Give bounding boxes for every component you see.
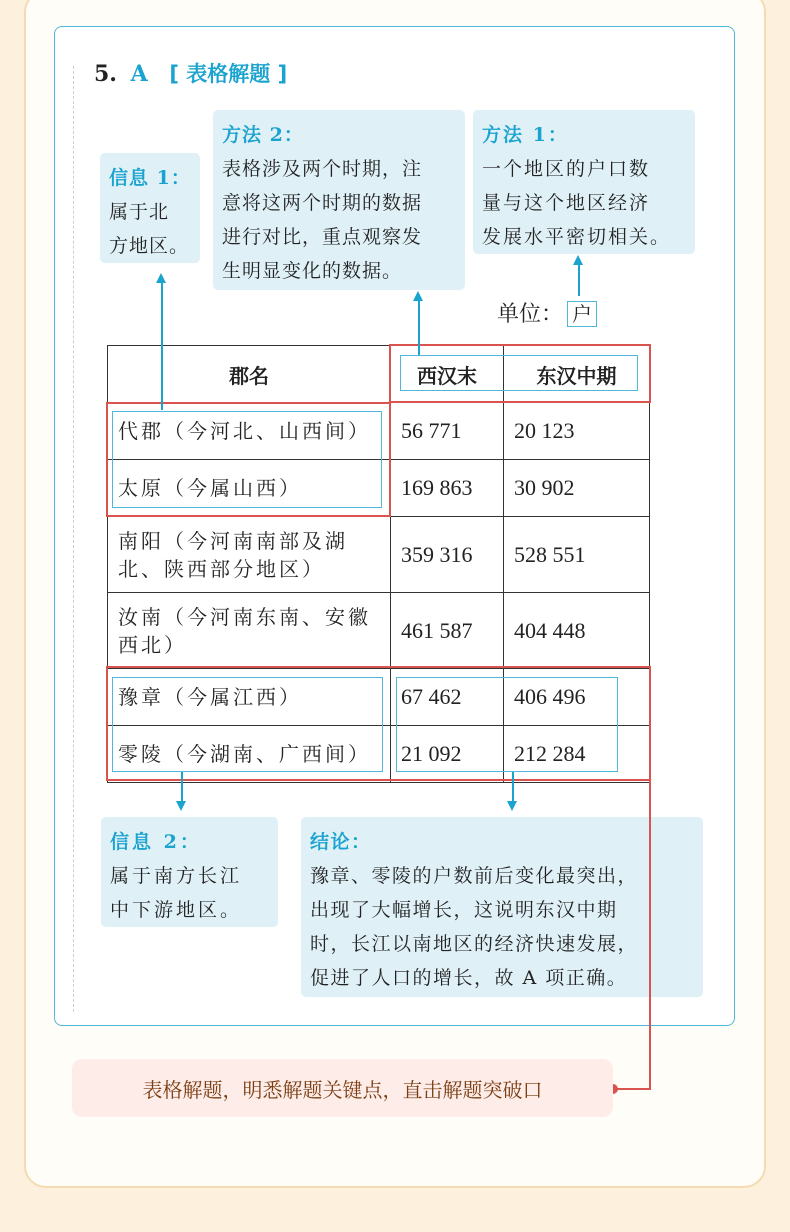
table-row bbox=[108, 726, 650, 783]
question-answer: A bbox=[130, 61, 148, 87]
header-commandery: 郡名 bbox=[108, 346, 391, 403]
table-row bbox=[108, 460, 650, 517]
row-name: 零陵（今湖南、广西间） bbox=[108, 726, 391, 783]
row-name: 南阳（今河南南部及湖北、陕西部分地区） bbox=[108, 517, 391, 593]
row-value-1: 169 863 bbox=[391, 460, 504, 517]
note-line: 发展水平密切相关。 bbox=[482, 226, 672, 248]
row-value-2: 404 448 bbox=[504, 593, 650, 669]
arrow-to-method2 bbox=[418, 300, 420, 355]
dashed-margin-line bbox=[73, 66, 74, 1012]
note-line: 意将这两个时期的数据 bbox=[222, 192, 423, 214]
row-value-1: 67 462 bbox=[391, 669, 504, 726]
row-value-2: 212 284 bbox=[504, 726, 650, 783]
row-value-1: 461 587 bbox=[391, 593, 504, 669]
row-name: 豫章（今属江西） bbox=[108, 669, 391, 726]
note-line: 属于北 bbox=[109, 201, 170, 223]
note-method-2 bbox=[213, 110, 465, 290]
row-value-2: 528 551 bbox=[504, 517, 650, 593]
note-line: 进行对比，重点观察发 bbox=[222, 226, 423, 248]
row-value-2: 30 902 bbox=[504, 460, 650, 517]
question-number: 5. bbox=[94, 61, 117, 87]
red-connector-horizontal bbox=[614, 1088, 651, 1090]
arrow-to-method1 bbox=[578, 264, 580, 296]
table-row bbox=[108, 669, 650, 726]
note-line: 表格涉及两个时期，注 bbox=[222, 158, 423, 180]
note-line: 豫章、零陵的户数前后变化最突出， bbox=[310, 865, 639, 887]
note-line: 属于南方长江 bbox=[110, 865, 243, 887]
note-info-1 bbox=[100, 153, 200, 263]
note-line: 方地区。 bbox=[109, 235, 190, 257]
header-western-han: 西汉末 bbox=[391, 346, 504, 403]
note-info-2-head: 信息 2： bbox=[110, 831, 202, 853]
row-value-2: 406 496 bbox=[504, 669, 650, 726]
row-value-1: 21 092 bbox=[391, 726, 504, 783]
table-row bbox=[108, 517, 650, 593]
row-name: 汝南（今河南东南、安徽西北） bbox=[108, 593, 391, 669]
note-line: 量与这个地区经济 bbox=[482, 192, 651, 214]
note-conclusion bbox=[301, 817, 703, 997]
table-header-row bbox=[108, 346, 650, 403]
row-name: 代郡（今河北、山西间） bbox=[108, 403, 391, 460]
note-info-2 bbox=[101, 817, 278, 927]
unit-label-text: 单位： bbox=[497, 302, 564, 327]
red-connector-vertical bbox=[649, 778, 651, 1090]
note-method-1-head: 方法 1： bbox=[482, 124, 569, 146]
note-line: 中下游地区。 bbox=[110, 899, 243, 921]
table-row bbox=[108, 593, 650, 669]
table-row bbox=[108, 403, 650, 460]
arrow-to-conclusion bbox=[512, 772, 514, 802]
row-value-1: 359 316 bbox=[391, 517, 504, 593]
note-line: 一个地区的户口数 bbox=[482, 158, 651, 180]
row-name: 太原（今属山西） bbox=[108, 460, 391, 517]
caption-banner bbox=[72, 1059, 613, 1117]
note-conclusion-head: 结论： bbox=[310, 831, 372, 853]
unit-label bbox=[497, 297, 597, 328]
note-line: 生明显变化的数据。 bbox=[222, 260, 403, 282]
row-value-2: 20 123 bbox=[504, 403, 650, 460]
unit-value: 户 bbox=[567, 301, 597, 327]
note-line: 出现了大幅增长，这说明东汉中期 bbox=[310, 899, 618, 921]
note-method-1 bbox=[473, 110, 695, 254]
household-table bbox=[107, 345, 650, 783]
arrow-to-info1 bbox=[161, 282, 163, 410]
question-title bbox=[94, 58, 287, 88]
note-line: 时，长江以南地区的经济快速发展， bbox=[310, 933, 639, 955]
caption-text: 表格解题，明悉解题关键点，直击解题突破口 bbox=[142, 1077, 543, 1102]
note-line: 促进了人口的增长，故 A 项正确。 bbox=[310, 967, 628, 989]
note-info-1-head: 信息 1： bbox=[109, 167, 191, 189]
note-method-2-head: 方法 2： bbox=[222, 124, 304, 146]
header-eastern-han: 东汉中期 bbox=[504, 346, 650, 403]
question-tag: [ 表格解题 ] bbox=[169, 62, 288, 86]
row-value-1: 56 771 bbox=[391, 403, 504, 460]
arrow-to-info2 bbox=[181, 772, 183, 802]
